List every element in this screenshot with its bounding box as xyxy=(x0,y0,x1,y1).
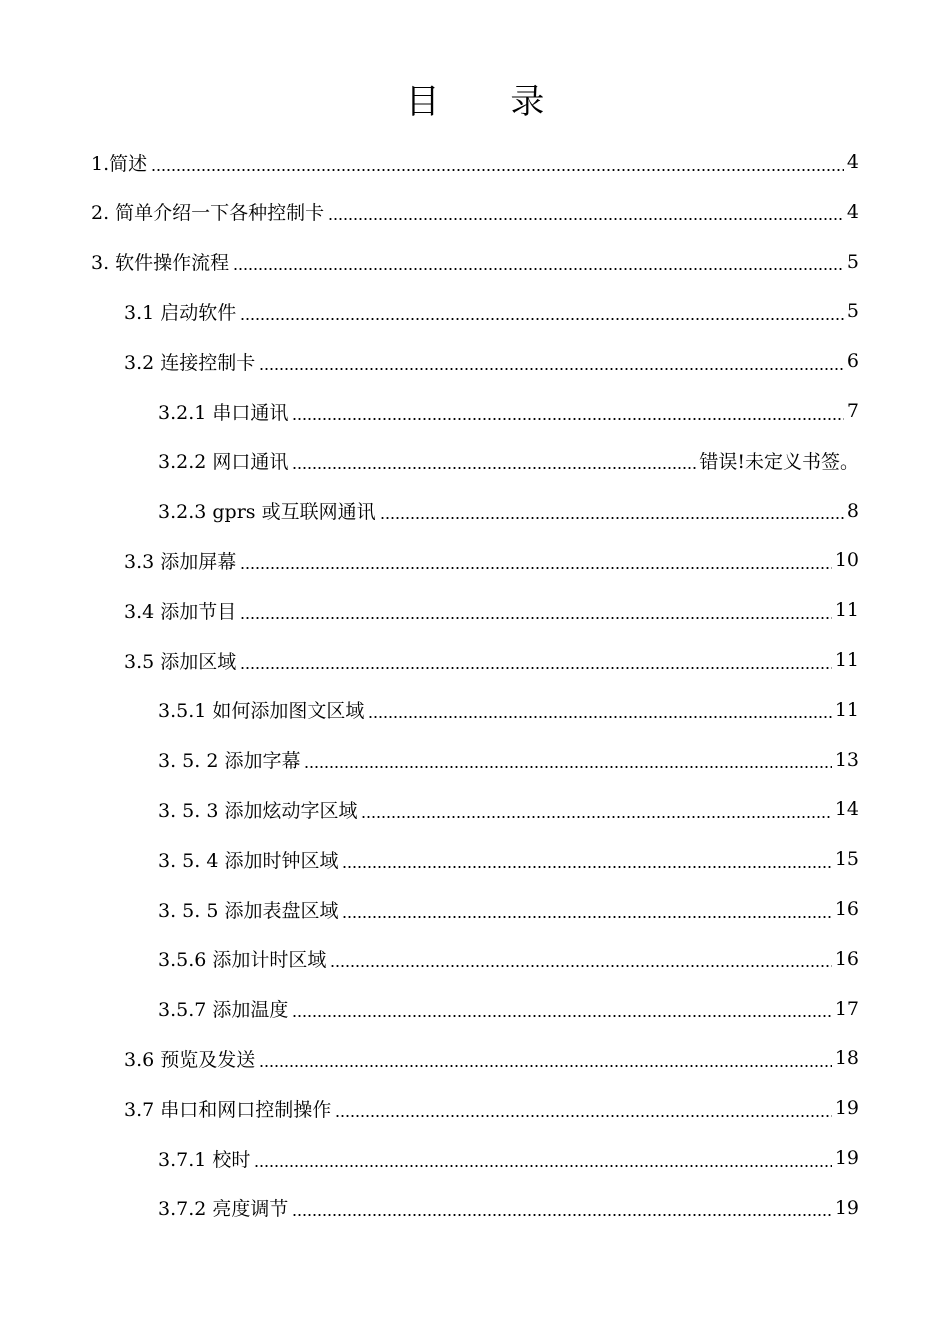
toc-dot-leader xyxy=(292,999,831,1018)
toc-entry-page: 18 xyxy=(834,1047,859,1070)
toc-dot-leader xyxy=(304,750,831,769)
toc-entry-label: 3. 5. 2 添加字幕 xyxy=(158,750,301,773)
toc-entry[interactable] xyxy=(124,635,859,685)
toc-dot-leader xyxy=(342,900,831,919)
toc-entry[interactable] xyxy=(158,436,859,486)
toc-entry[interactable] xyxy=(158,735,859,785)
toc-entry[interactable] xyxy=(124,535,859,585)
toc-dot-leader xyxy=(342,850,831,869)
toc-dot-leader xyxy=(240,302,844,321)
toc-entry-label: 3.7.2 亮度调节 xyxy=(158,1198,289,1221)
toc-entry-label: 3. 5. 4 添加时钟区域 xyxy=(158,849,339,872)
toc-dot-leader xyxy=(292,451,696,470)
toc-entry[interactable] xyxy=(158,884,859,934)
toc-entry-page: 错误!未定义书签。 xyxy=(699,451,859,474)
toc-entry-page: 5 xyxy=(846,250,859,273)
toc-entry-label: 3.5 添加区域 xyxy=(124,650,237,673)
toc-entry-label: 3. 5. 5 添加表盘区域 xyxy=(158,899,339,922)
toc-dot-leader xyxy=(368,700,831,719)
toc-entry-label: 3.6 预览及发送 xyxy=(124,1048,256,1071)
toc-entry-label: 2. 简单介绍一下各种控制卡 xyxy=(91,202,325,225)
toc-entry[interactable] xyxy=(158,486,859,536)
toc-entry-page: 19 xyxy=(834,1097,859,1120)
toc-entry-page: 4 xyxy=(846,151,859,173)
toc-entry[interactable] xyxy=(158,685,859,735)
toc-dot-leader xyxy=(240,651,832,670)
toc-entry-page: 13 xyxy=(834,748,859,771)
toc-entry-page: 11 xyxy=(834,698,859,721)
toc-entry[interactable] xyxy=(158,1133,859,1183)
toc-entry-label: 3.2.3 gprs 或互联网通讯 xyxy=(158,501,376,524)
toc-entry-page: 16 xyxy=(834,898,859,920)
toc-entry-label: 3.7 串口和网口控制操作 xyxy=(124,1098,332,1121)
toc-entry[interactable] xyxy=(158,386,859,436)
toc-entry-page: 7 xyxy=(846,400,859,422)
toc-entry-page: 15 xyxy=(834,848,859,871)
toc-entry-label: 3.3 添加屏幕 xyxy=(124,550,237,573)
toc-entry-page: 10 xyxy=(834,549,859,572)
toc-dot-leader xyxy=(361,800,831,819)
toc-entry-page: 16 xyxy=(834,947,859,970)
toc-entry-label: 3.5.6 添加计时区域 xyxy=(158,949,327,972)
toc-dot-leader xyxy=(335,1099,832,1118)
toc-dot-leader xyxy=(240,551,832,570)
toc-entry-page: 8 xyxy=(846,499,859,522)
toc-entry[interactable] xyxy=(158,984,859,1034)
toc-dot-leader xyxy=(259,352,844,371)
toc-entry-label: 3.1 启动软件 xyxy=(124,301,237,324)
toc-entry-page: 11 xyxy=(834,599,859,622)
toc-dot-leader xyxy=(254,1149,831,1168)
toc-entry[interactable] xyxy=(91,137,859,187)
toc-dot-leader xyxy=(259,1049,832,1068)
toc-entry[interactable] xyxy=(124,1033,859,1083)
toc-entry[interactable] xyxy=(91,187,859,237)
page-title: 目 录 xyxy=(405,82,575,122)
toc-entry[interactable] xyxy=(158,1183,859,1233)
toc-entry-label: 3.2.1 串口通讯 xyxy=(158,401,289,424)
toc-dot-leader xyxy=(380,501,844,520)
toc-entry-label: 3. 软件操作流程 xyxy=(91,252,230,275)
toc-entry[interactable] xyxy=(91,237,859,287)
toc-entry-label: 3.7.1 校时 xyxy=(158,1148,251,1171)
toc-entry[interactable] xyxy=(158,834,859,884)
toc-dot-leader xyxy=(328,202,844,221)
toc-entry[interactable] xyxy=(158,934,859,984)
toc-entry[interactable] xyxy=(124,585,859,635)
toc-dot-leader xyxy=(330,949,831,968)
toc-dot-leader xyxy=(151,153,844,172)
toc-entry-label: 3.5.1 如何添加图文区域 xyxy=(158,700,365,723)
toc-entry[interactable] xyxy=(124,1083,859,1133)
toc-entry-page: 11 xyxy=(834,649,859,671)
toc-entry-page: 4 xyxy=(846,200,859,223)
toc-entry-page: 19 xyxy=(834,1147,859,1169)
toc-dot-leader xyxy=(292,402,844,421)
toc-entry-page: 6 xyxy=(846,350,859,373)
toc-dot-leader xyxy=(240,601,832,620)
toc-entry[interactable] xyxy=(124,336,859,386)
toc-entry-label: 3.4 添加节目 xyxy=(124,600,237,623)
toc-entry[interactable] xyxy=(158,784,859,834)
toc-entry-page: 17 xyxy=(834,997,859,1020)
toc-entry-page: 14 xyxy=(834,798,859,821)
toc-entry-label: 3.5.7 添加温度 xyxy=(158,999,289,1022)
toc-dot-leader xyxy=(292,1198,831,1217)
toc-entry-label: 3.2 连接控制卡 xyxy=(124,351,256,374)
toc-entry-label: 1.简述 xyxy=(91,152,148,175)
toc-dot-leader xyxy=(233,252,844,271)
toc-entry-page: 5 xyxy=(846,300,859,323)
toc-entry-page: 19 xyxy=(834,1196,859,1219)
toc-entry[interactable] xyxy=(124,286,859,336)
toc-entry-label: 3.2.2 网口通讯 xyxy=(158,451,289,474)
toc-entry-label: 3. 5. 3 添加炫动字区域 xyxy=(158,799,358,822)
